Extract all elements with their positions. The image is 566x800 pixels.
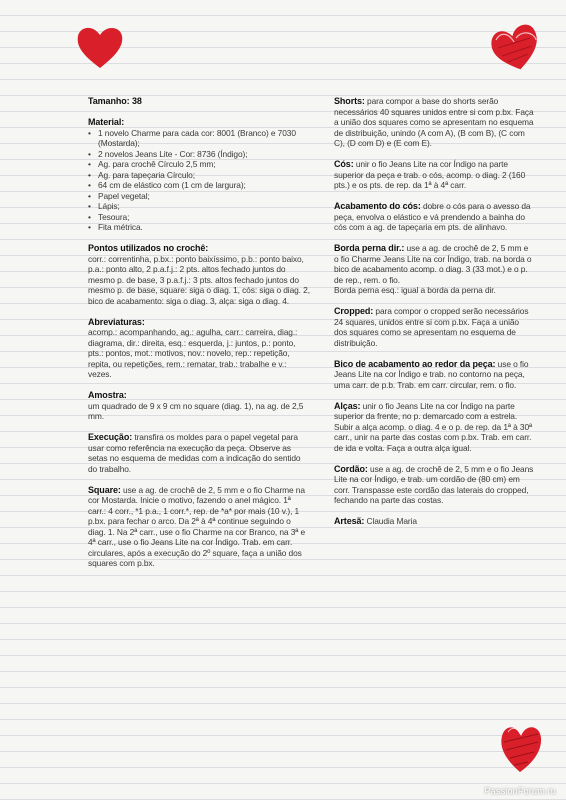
stitches-section bbox=[88, 243, 310, 306]
cropped-label: Cropped: bbox=[334, 306, 374, 316]
right-column bbox=[334, 96, 534, 537]
execution-section bbox=[88, 432, 310, 474]
edging-text: use o fio Jeans Lite na cor Índigo e trab. no contorno na peça, uma carr. de p.b. Trab. em carr. circular, rem. o fio. bbox=[334, 358, 529, 390]
square-section bbox=[88, 485, 310, 569]
abbreviations-heading: Abreviaturas: bbox=[88, 316, 145, 327]
size-section bbox=[88, 96, 310, 107]
leg-border-section bbox=[334, 243, 534, 296]
waistband-finish-label: Acabamento do cós: bbox=[334, 201, 421, 211]
material-item: • Ag. para crochê Círculo 2,5 mm; bbox=[88, 159, 310, 170]
edging-section bbox=[334, 359, 534, 391]
gauge-heading: Amostra: bbox=[88, 390, 127, 400]
material-item: • 2 novelos Jeans Lite - Cor: 8736 (Índigo); bbox=[88, 149, 310, 160]
leg-border-label: Borda perna dir.: bbox=[334, 243, 405, 253]
straps-label: Alças: bbox=[334, 400, 361, 411]
watermark: PassionForum.ru bbox=[484, 786, 556, 796]
stitches-heading: Pontos utilizados no crochê: bbox=[88, 243, 209, 253]
leg-border-left-text: Borda perna esq.: igual a borda da perna dir. bbox=[334, 285, 496, 295]
waistband-finish-section bbox=[334, 201, 534, 233]
material-item: • Fita métrica. bbox=[88, 222, 310, 233]
shorts-label: Shorts: bbox=[334, 96, 365, 106]
heart-top-right-icon bbox=[486, 18, 544, 78]
stitches-text: corr.: correntinha, p.bx.: ponto baixíssimo, p.b.: ponto baixo, p.a.: ponto alto, 2 p.a.f.j.: 2 pts. altos fechado juntos do mesmo p. de base, 3 p.a.f.j.: 3 pts. altos fechado juntos do mesmo p. de base, square: siga o diag. 1, cós: siga o diag. 2, bico de acabamento: siga o diag. 3, alça: siga o diag. 4. bbox=[88, 253, 310, 306]
straps-text: unir o fio Jeans Lite na cor Índigo na parte superior da frente, no p. demarcado com a estrela. Subir a alça acomp. o diag. 4 e o p. de rep. da 1ª à 30ª carr., unir na parte das costas com p.bx. Trab. em carr. de ida e volta. Faça a outra alça igual. bbox=[334, 400, 533, 453]
waistband-label: Cós: bbox=[334, 159, 354, 169]
left-column bbox=[88, 96, 310, 579]
material-item: • 1 novelo Charme para cada cor: 8001 (Branco) e 7030 (Mostarda); bbox=[88, 128, 310, 149]
edging-label: Bico de acabamento ao redor da peça: bbox=[334, 358, 496, 369]
shorts-text: para compor a base do shorts serão necessários 40 squares unidos entre si com p.bx. Faça a união dos squares como se apresentam no esquema de distribuição, unindo (A com A), (B com B), (C com C), (D com D) e (E com E). bbox=[334, 96, 534, 148]
artisan-label: Artesã: bbox=[334, 516, 365, 526]
abbreviations-section bbox=[88, 317, 310, 380]
square-text: use a ag. de crochê de 2, 5 mm e o fio Charme na cor Mostarda. Inicie o motivo, fazendo o anel mágico. 1ª carr.: 4 corr., *1 p.a., 1 corr.*, rep. de *a* por mais (10 v.), 1 p.bx. para fechar o arco. Da 2ª à 4ª continue seguindo o diag. 1. Na 2ª carr., use o fio Charme na cor Branco, na 3ª e 4ª carr., use o fio Jeans Lite na cor Índigo. Trab. em carr. circulares, após a execução do 2º square, faça a união dos squares com p.bx. bbox=[88, 484, 306, 568]
shorts-section bbox=[334, 96, 534, 149]
artisan-section bbox=[334, 516, 534, 527]
gauge-section bbox=[88, 390, 310, 422]
material-item: • Lápis; bbox=[88, 201, 310, 212]
heart-top-left-icon bbox=[74, 22, 126, 72]
cropped-text: para compor o cropped serão necessários 24 squares, unidos entre si com p.bx. Faça a união dos squares como se apresentam no esquema de distribuição. bbox=[334, 306, 529, 348]
material-item: • 64 cm de elástico com (1 cm de largura); bbox=[88, 180, 310, 191]
size-value: 38 bbox=[129, 96, 142, 106]
abbreviations-text: acomp.: acompanhando, ag.: agulha, carr.: carreira, diag.: diagrama, dir.: direita, esq.: esquerda, j.: juntos, p.: ponto, pts.: pontos, mot.: motivos, nov.: novelo, rep.: repetição, repita, ou repetições, rem.: rematar, trab.: trabalhe e v.: vezes. bbox=[88, 327, 298, 379]
cord-label: Cordão: bbox=[334, 463, 368, 474]
size-label: Tamanho: bbox=[88, 96, 130, 106]
execution-text: transfira os moldes para o papel vegetal para usar como referência na execução da peça. Observe as setas no esquema de medidas com a indicação do sentido do trabalho. bbox=[88, 432, 301, 474]
execution-label: Execução: bbox=[88, 432, 133, 442]
material-item: • Tesoura; bbox=[88, 212, 310, 223]
artisan-name: Claudia Maria bbox=[364, 516, 417, 526]
waistband-finish-text: dobre o cós para o avesso da peça, envolva o elástico e vá prendendo a bainha do cós com a ag. de tapeçaria em pts. de alinhavo. bbox=[334, 201, 531, 232]
cropped-section bbox=[334, 306, 534, 348]
leg-border-text: use a ag. de crochê de 2, 5 mm e o fio Charme Jeans Lite na cor Índigo, trab. na borda o bico de acabamento acomp. o diag. 3 (33 mot.) e o p. de rep., rem. o fio. bbox=[334, 243, 532, 285]
cord-section bbox=[334, 464, 534, 506]
waistband-section bbox=[334, 159, 534, 191]
gauge-text: um quadrado de 9 x 9 cm no square (diag. 1), na ag. de 2,5 mm. bbox=[88, 400, 304, 421]
straps-section bbox=[334, 401, 534, 454]
waistband-text: unir o fio Jeans Lite na cor Índigo na parte superior da peça e trab. o cós, acomp. o diag. 2 (160 pts.) e os pts. de rep. da 1ª à 4ª carr. bbox=[334, 159, 526, 190]
material-list bbox=[88, 128, 310, 233]
material-item: • Ag. para tapeçaria Círculo; bbox=[88, 170, 310, 181]
heart-bottom-right-icon bbox=[496, 712, 546, 778]
material-section bbox=[88, 117, 310, 233]
material-item: • Papel vegetal; bbox=[88, 191, 310, 202]
square-label: Square: bbox=[88, 484, 121, 495]
material-heading: Material: bbox=[88, 117, 125, 127]
cord-text: use a ag. de crochê de 2, 5 mm e o fio Jeans Lite na cor Índigo, e trab. um cordão de (80 cm) em corr. Transpasse este cordão das laterais do cropped, fechando na parte das costas. bbox=[334, 463, 534, 505]
